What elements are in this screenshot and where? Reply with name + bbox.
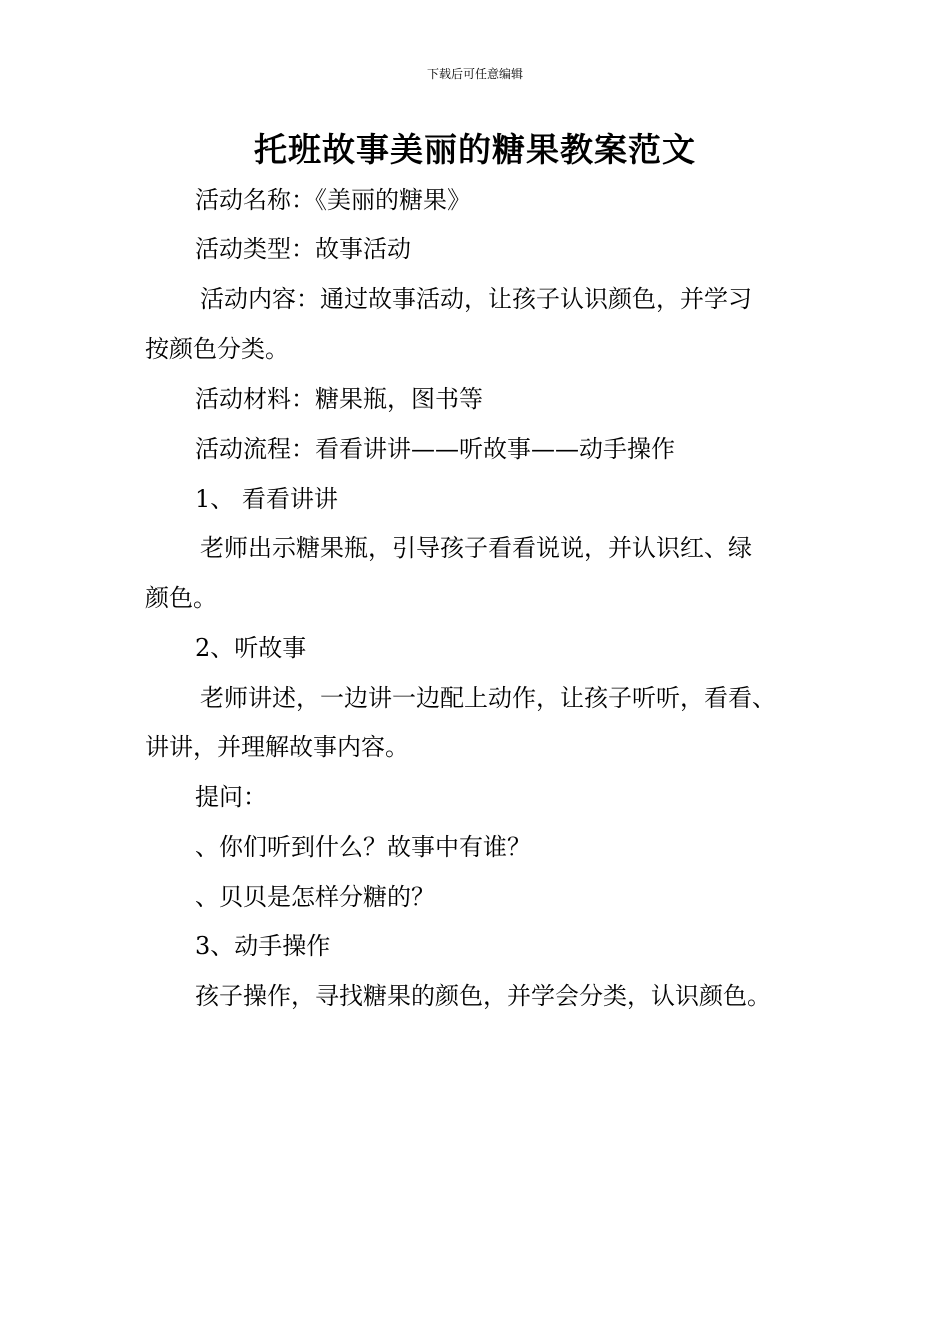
paragraph-step-2: 老师讲述，一边讲一边配上动作，让孩子听听，看看、 — [200, 684, 776, 712]
paragraph-step-3: 孩子操作，寻找糖果的颜色，并学会分类，认识颜色。 — [195, 982, 771, 1010]
paragraph-activity-type: 活动类型：故事活动 — [195, 235, 411, 263]
paragraph-activity-flow: 活动流程：看看讲讲——听故事——动手操作 — [195, 435, 675, 463]
document-title: 托班故事美丽的糖果教案范文 — [254, 130, 696, 169]
header-note: 下载后可任意编辑 — [426, 67, 523, 81]
section-heading-3: 3、动手操作 — [195, 932, 331, 960]
paragraph-step-1-cont: 颜色。 — [145, 584, 217, 612]
question-item: 、你们听到什么？故事中有谁？ — [195, 833, 531, 861]
question-item: 、贝贝是怎样分糖的？ — [195, 883, 435, 911]
paragraph-step-2-cont: 讲讲，并理解故事内容。 — [145, 733, 409, 761]
questions-label: 提问： — [195, 783, 267, 811]
paragraph-activity-materials: 活动材料：糖果瓶，图书等 — [195, 385, 483, 413]
paragraph-activity-name: 活动名称：《美丽的糖果》 — [195, 186, 471, 214]
paragraph-step-1: 老师出示糖果瓶，引导孩子看看说说，并认识红、绿 — [200, 534, 752, 562]
paragraph-activity-content-cont: 按颜色分类。 — [145, 335, 289, 363]
section-heading-1: 1、 看看讲讲 — [195, 485, 338, 513]
section-heading-2: 2、听故事 — [195, 634, 307, 662]
paragraph-activity-content: 活动内容：通过故事活动，让孩子认识颜色，并学习 — [200, 285, 752, 313]
